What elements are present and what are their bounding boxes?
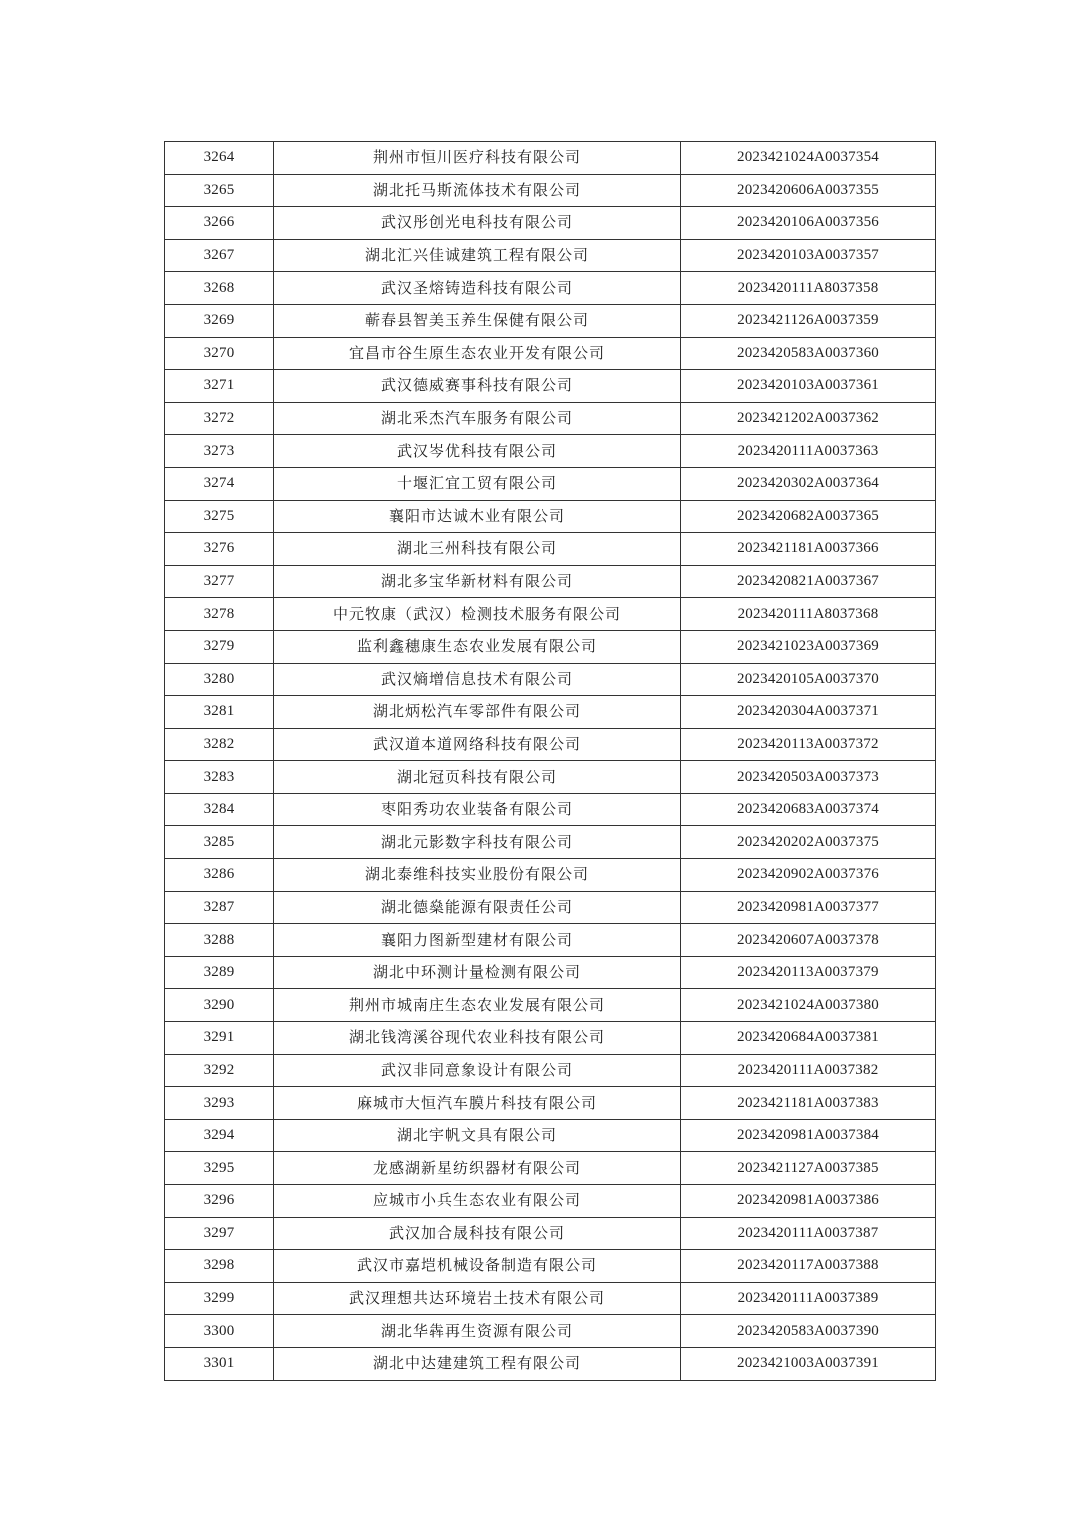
row-number: 3271 bbox=[165, 370, 274, 403]
table-row bbox=[165, 1250, 936, 1283]
registration-code: 2023420981A0037384 bbox=[681, 1119, 936, 1152]
company-name: 武汉理想共达环境岩土技术有限公司 bbox=[274, 1282, 681, 1315]
registration-code: 2023420607A0037378 bbox=[681, 924, 936, 957]
registration-code: 2023420981A0037386 bbox=[681, 1185, 936, 1218]
company-registry-table bbox=[164, 141, 936, 1381]
table-row bbox=[165, 1119, 936, 1152]
table-row bbox=[165, 337, 936, 370]
row-number: 3265 bbox=[165, 174, 274, 207]
table-row bbox=[165, 1185, 936, 1218]
table-row bbox=[165, 500, 936, 533]
row-number: 3264 bbox=[165, 142, 274, 175]
table-row bbox=[165, 793, 936, 826]
registration-code: 2023420902A0037376 bbox=[681, 859, 936, 892]
company-name: 湖北冠页科技有限公司 bbox=[274, 761, 681, 794]
company-name: 襄阳力图新型建材有限公司 bbox=[274, 924, 681, 957]
table-row bbox=[165, 663, 936, 696]
row-number: 3272 bbox=[165, 402, 274, 435]
registration-code: 2023420583A0037360 bbox=[681, 337, 936, 370]
table-row bbox=[165, 533, 936, 566]
company-name: 蕲春县智美玉养生保健有限公司 bbox=[274, 304, 681, 337]
row-number: 3287 bbox=[165, 891, 274, 924]
row-number: 3297 bbox=[165, 1217, 274, 1250]
company-name: 武汉彤创光电科技有限公司 bbox=[274, 207, 681, 240]
row-number: 3276 bbox=[165, 533, 274, 566]
registration-code: 2023420106A0037356 bbox=[681, 207, 936, 240]
row-number: 3273 bbox=[165, 435, 274, 468]
registration-code: 2023421003A0037391 bbox=[681, 1347, 936, 1380]
table-row bbox=[165, 1347, 936, 1380]
registration-code: 2023420682A0037365 bbox=[681, 500, 936, 533]
table-row bbox=[165, 1315, 936, 1348]
row-number: 3266 bbox=[165, 207, 274, 240]
table-row bbox=[165, 956, 936, 989]
registration-code: 2023420304A0037371 bbox=[681, 696, 936, 729]
row-number: 3296 bbox=[165, 1185, 274, 1218]
company-name: 监利鑫穗康生态农业发展有限公司 bbox=[274, 630, 681, 663]
table-row bbox=[165, 174, 936, 207]
company-name: 湖北多宝华新材料有限公司 bbox=[274, 565, 681, 598]
company-name: 枣阳秀功农业装备有限公司 bbox=[274, 793, 681, 826]
row-number: 3281 bbox=[165, 696, 274, 729]
company-name: 武汉德威赛事科技有限公司 bbox=[274, 370, 681, 403]
row-number: 3268 bbox=[165, 272, 274, 305]
table-row bbox=[165, 728, 936, 761]
registration-code: 2023420111A0037389 bbox=[681, 1282, 936, 1315]
registration-code: 2023421127A0037385 bbox=[681, 1152, 936, 1185]
row-number: 3269 bbox=[165, 304, 274, 337]
company-name: 湖北泰维科技实业股份有限公司 bbox=[274, 859, 681, 892]
company-name: 十堰汇宜工贸有限公司 bbox=[274, 467, 681, 500]
table-row bbox=[165, 891, 936, 924]
company-name: 湖北中达建建筑工程有限公司 bbox=[274, 1347, 681, 1380]
registration-code: 2023420503A0037373 bbox=[681, 761, 936, 794]
registration-code: 2023420105A0037370 bbox=[681, 663, 936, 696]
company-name: 湖北托马斯流体技术有限公司 bbox=[274, 174, 681, 207]
table-row bbox=[165, 1217, 936, 1250]
registration-code: 2023420684A0037381 bbox=[681, 1022, 936, 1055]
registration-code: 2023420583A0037390 bbox=[681, 1315, 936, 1348]
company-name: 武汉熵增信息技术有限公司 bbox=[274, 663, 681, 696]
row-number: 3301 bbox=[165, 1347, 274, 1380]
table-row bbox=[165, 989, 936, 1022]
registration-code: 2023420606A0037355 bbox=[681, 174, 936, 207]
table-row bbox=[165, 1152, 936, 1185]
company-name: 湖北德燊能源有限责任公司 bbox=[274, 891, 681, 924]
row-number: 3286 bbox=[165, 859, 274, 892]
table-row bbox=[165, 761, 936, 794]
row-number: 3277 bbox=[165, 565, 274, 598]
table-row bbox=[165, 467, 936, 500]
row-number: 3294 bbox=[165, 1119, 274, 1152]
table-row bbox=[165, 239, 936, 272]
company-name: 湖北釆杰汽车服务有限公司 bbox=[274, 402, 681, 435]
registration-code: 2023420111A0037363 bbox=[681, 435, 936, 468]
registration-code: 2023420113A0037372 bbox=[681, 728, 936, 761]
company-name: 中元牧康（武汉）检测技术服务有限公司 bbox=[274, 598, 681, 631]
row-number: 3295 bbox=[165, 1152, 274, 1185]
row-number: 3290 bbox=[165, 989, 274, 1022]
company-name: 武汉加合晟科技有限公司 bbox=[274, 1217, 681, 1250]
row-number: 3267 bbox=[165, 239, 274, 272]
company-name: 武汉圣熔铸造科技有限公司 bbox=[274, 272, 681, 305]
row-number: 3278 bbox=[165, 598, 274, 631]
company-name: 湖北三州科技有限公司 bbox=[274, 533, 681, 566]
row-number: 3291 bbox=[165, 1022, 274, 1055]
company-name: 湖北汇兴佳诚建筑工程有限公司 bbox=[274, 239, 681, 272]
company-name: 荆州市城南庄生态农业发展有限公司 bbox=[274, 989, 681, 1022]
registration-code: 2023421181A0037383 bbox=[681, 1087, 936, 1120]
registration-code: 2023420202A0037375 bbox=[681, 826, 936, 859]
company-name: 龙感湖新星纺织器材有限公司 bbox=[274, 1152, 681, 1185]
company-name: 湖北钱湾溪谷现代农业科技有限公司 bbox=[274, 1022, 681, 1055]
company-name: 宜昌市谷生原生态农业开发有限公司 bbox=[274, 337, 681, 370]
table-row bbox=[165, 1087, 936, 1120]
table-row bbox=[165, 630, 936, 663]
registration-code: 2023421181A0037366 bbox=[681, 533, 936, 566]
table-row bbox=[165, 1054, 936, 1087]
company-name: 湖北华犇再生资源有限公司 bbox=[274, 1315, 681, 1348]
registration-code: 2023420821A0037367 bbox=[681, 565, 936, 598]
company-name: 湖北中环测计量检测有限公司 bbox=[274, 956, 681, 989]
company-name: 荆州市恒川医疗科技有限公司 bbox=[274, 142, 681, 175]
registration-code: 2023420683A0037374 bbox=[681, 793, 936, 826]
registration-code: 2023421202A0037362 bbox=[681, 402, 936, 435]
table-row bbox=[165, 435, 936, 468]
company-name: 湖北元影数字科技有限公司 bbox=[274, 826, 681, 859]
table-row bbox=[165, 598, 936, 631]
row-number: 3282 bbox=[165, 728, 274, 761]
table-row bbox=[165, 370, 936, 403]
row-number: 3299 bbox=[165, 1282, 274, 1315]
table-row bbox=[165, 859, 936, 892]
row-number: 3300 bbox=[165, 1315, 274, 1348]
registration-code: 2023421126A0037359 bbox=[681, 304, 936, 337]
row-number: 3279 bbox=[165, 630, 274, 663]
table-row bbox=[165, 696, 936, 729]
row-number: 3283 bbox=[165, 761, 274, 794]
table-row bbox=[165, 565, 936, 598]
registration-code: 2023420111A0037382 bbox=[681, 1054, 936, 1087]
company-name: 武汉非同意象设计有限公司 bbox=[274, 1054, 681, 1087]
table-row bbox=[165, 826, 936, 859]
registration-code: 2023420117A0037388 bbox=[681, 1250, 936, 1283]
registration-code: 2023420103A0037357 bbox=[681, 239, 936, 272]
table-row bbox=[165, 207, 936, 240]
registration-code: 2023420981A0037377 bbox=[681, 891, 936, 924]
registration-code: 2023420111A0037387 bbox=[681, 1217, 936, 1250]
company-name: 武汉岑优科技有限公司 bbox=[274, 435, 681, 468]
row-number: 3274 bbox=[165, 467, 274, 500]
table-row bbox=[165, 924, 936, 957]
table-row bbox=[165, 272, 936, 305]
registration-code: 2023420111A8037368 bbox=[681, 598, 936, 631]
row-number: 3293 bbox=[165, 1087, 274, 1120]
row-number: 3270 bbox=[165, 337, 274, 370]
company-name: 湖北宇帆文具有限公司 bbox=[274, 1119, 681, 1152]
table-row bbox=[165, 142, 936, 175]
table-row bbox=[165, 1022, 936, 1055]
company-name: 武汉市嘉垲机械设备制造有限公司 bbox=[274, 1250, 681, 1283]
row-number: 3292 bbox=[165, 1054, 274, 1087]
company-name: 湖北炳松汽车零部件有限公司 bbox=[274, 696, 681, 729]
registration-code: 2023420113A0037379 bbox=[681, 956, 936, 989]
row-number: 3298 bbox=[165, 1250, 274, 1283]
table-row bbox=[165, 402, 936, 435]
row-number: 3289 bbox=[165, 956, 274, 989]
registration-code: 2023420103A0037361 bbox=[681, 370, 936, 403]
row-number: 3288 bbox=[165, 924, 274, 957]
registration-code: 2023421024A0037354 bbox=[681, 142, 936, 175]
row-number: 3285 bbox=[165, 826, 274, 859]
registration-code: 2023420302A0037364 bbox=[681, 467, 936, 500]
registration-code: 2023421023A0037369 bbox=[681, 630, 936, 663]
table-row bbox=[165, 304, 936, 337]
row-number: 3280 bbox=[165, 663, 274, 696]
company-name: 武汉道本道网络科技有限公司 bbox=[274, 728, 681, 761]
table-row bbox=[165, 1282, 936, 1315]
registration-code: 2023420111A8037358 bbox=[681, 272, 936, 305]
registry-table-body bbox=[165, 142, 936, 1381]
company-name: 襄阳市达诚木业有限公司 bbox=[274, 500, 681, 533]
company-name: 麻城市大恒汽车膜片科技有限公司 bbox=[274, 1087, 681, 1120]
company-name: 应城市小兵生态农业有限公司 bbox=[274, 1185, 681, 1218]
row-number: 3284 bbox=[165, 793, 274, 826]
registration-code: 2023421024A0037380 bbox=[681, 989, 936, 1022]
row-number: 3275 bbox=[165, 500, 274, 533]
